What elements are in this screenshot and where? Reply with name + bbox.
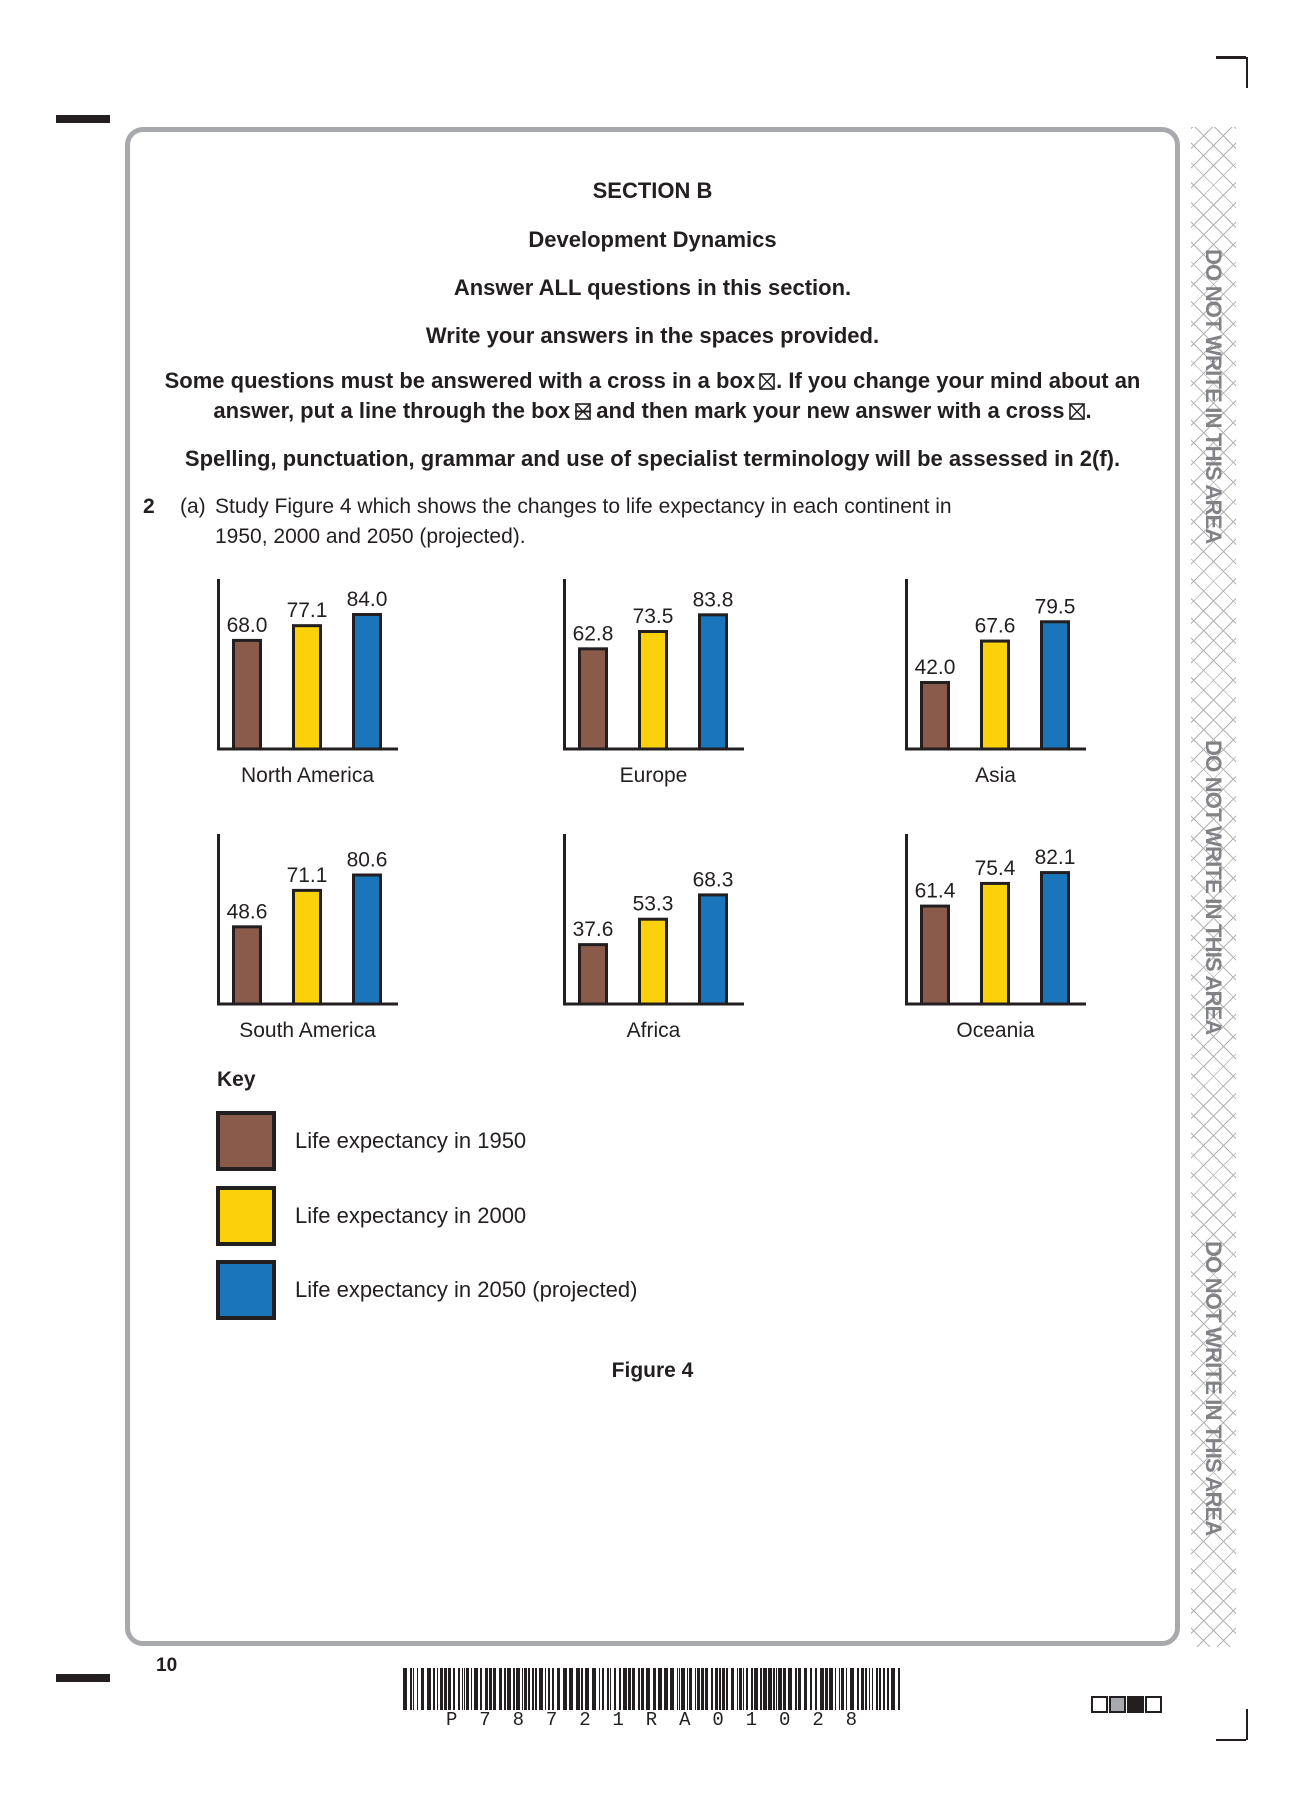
data-label: 80.6 [346, 848, 388, 872]
barcode-bar [403, 1668, 407, 1710]
barcode-bar [810, 1668, 812, 1710]
barcode-bar [653, 1668, 656, 1710]
panel-label: Oceania [956, 1019, 1035, 1042]
barcode-bar [410, 1668, 412, 1710]
barcode-bar [628, 1668, 631, 1710]
data-label: 53.3 [632, 892, 674, 916]
barcode-bar [489, 1668, 492, 1710]
barcode-bar [664, 1668, 668, 1710]
barcode-bar [638, 1668, 640, 1710]
barcode-bar [607, 1668, 609, 1710]
crossed-box-icon [759, 373, 775, 390]
panel-label: South America [239, 1019, 376, 1042]
barcode-bar [535, 1668, 537, 1710]
barcode-bar [879, 1668, 881, 1710]
barcode-bar [715, 1668, 718, 1710]
barcode-bar [576, 1668, 580, 1710]
barcode-bar [798, 1668, 801, 1710]
barcode-bar [623, 1668, 627, 1710]
page-number: 10 [156, 1655, 178, 1676]
bar-2050-projected [354, 615, 381, 750]
barcode-bar [466, 1668, 469, 1710]
barcode-bar [610, 1668, 611, 1710]
barcode-bar [883, 1668, 885, 1710]
barcode-bar [726, 1668, 728, 1710]
bar-2000 [640, 632, 667, 750]
bar-2050-projected [1042, 873, 1069, 1004]
panel-label: North America [240, 764, 375, 787]
section-title: SECTION B [592, 178, 713, 203]
barcode-bar [437, 1668, 438, 1710]
bar-1950 [580, 945, 607, 1004]
barcode-bar [898, 1668, 900, 1710]
barcode-bar [861, 1668, 864, 1710]
barcode-bar [524, 1668, 527, 1710]
barcode-bar [440, 1668, 443, 1710]
chart-panel-oceania [905, 834, 1086, 1042]
panel-label: Europe [619, 764, 688, 787]
bar-1950 [234, 640, 261, 749]
barcode-bar [850, 1668, 854, 1710]
bar-1950 [234, 927, 261, 1004]
barcode [403, 1668, 900, 1710]
cross-instruction-text: and then mark your new answer with a cross [596, 398, 1065, 423]
crop-mark-top-right-vertical [1246, 57, 1249, 88]
barcode-bar [592, 1668, 596, 1710]
bar-1950 [922, 683, 949, 750]
barcode-bar [795, 1668, 797, 1710]
barcode-bar [581, 1668, 583, 1710]
bar-1950 [580, 649, 607, 749]
bar-2000 [982, 641, 1009, 749]
data-label: 68.0 [226, 613, 268, 637]
barcode-bar [658, 1668, 662, 1710]
barcode-bar [539, 1668, 543, 1710]
panel-label: Africa [626, 1019, 681, 1042]
page-indicator-squares [1091, 1696, 1162, 1713]
data-label: 68.3 [692, 868, 734, 892]
legend-label-2050: Life expectancy in 2050 (projected) [295, 1277, 638, 1302]
barcode-bar [471, 1668, 472, 1710]
data-label: 73.5 [632, 605, 674, 628]
barcode-bar [421, 1668, 424, 1710]
question-text-line-2: 1950, 2000 and 2050 (projected). [215, 525, 526, 548]
registration-mark-bottom-left [56, 1674, 110, 1682]
data-label: 84.0 [346, 588, 388, 611]
barcode-bar [427, 1668, 431, 1710]
barcode-bar [433, 1668, 435, 1710]
data-label: 75.4 [974, 856, 1016, 880]
barcode-bar [619, 1668, 621, 1710]
barcode-bar [548, 1668, 550, 1710]
barcode-bar [614, 1668, 616, 1710]
cross-instruction-line-2 [125, 396, 1180, 426]
barcode-bar [552, 1668, 554, 1710]
barcode-bar [462, 1668, 463, 1710]
data-label: 79.5 [1034, 595, 1076, 619]
barcode-bar [532, 1668, 534, 1710]
barcode-bar [829, 1668, 833, 1710]
barcode-bar [788, 1668, 792, 1710]
barcode-bar [731, 1668, 734, 1710]
bar-2050-projected [354, 875, 381, 1004]
question-number: 2 [143, 495, 155, 518]
barcode-bar [711, 1668, 713, 1710]
data-label: 83.8 [692, 588, 734, 612]
do-not-write-label: DO NOT WRITE IN THIS AREA [1201, 248, 1226, 544]
barcode-bar [865, 1668, 867, 1710]
cross-box-instruction [125, 366, 1180, 426]
barcode-text: P78721RA01028 [446, 1709, 879, 1731]
barcode-bar [705, 1668, 708, 1710]
barcode-bar [722, 1668, 725, 1710]
barcode-bar [763, 1668, 767, 1710]
do-not-write-label: DO NOT WRITE IN THIS AREA [1201, 1240, 1226, 1536]
barcode-bar [872, 1668, 873, 1710]
barcode-bar [876, 1668, 878, 1710]
barcode-bar [701, 1668, 704, 1710]
legend-swatch-2000 [216, 1186, 276, 1246]
instruction-answer-all: Answer ALL questions in this section. [453, 275, 852, 300]
barcode-bar [778, 1668, 782, 1710]
barcode-bar [846, 1668, 847, 1710]
bar-2000 [294, 626, 321, 749]
barcode-bar [841, 1668, 844, 1710]
chart-panel-europe [563, 579, 744, 787]
legend-label-1950: Life expectancy in 1950 [295, 1128, 527, 1153]
crop-mark-bottom-right-horizontal [1216, 1739, 1246, 1742]
barcode-bar [602, 1668, 604, 1710]
barcode-bar [737, 1668, 738, 1710]
barcode-bar [474, 1668, 478, 1710]
barcode-bar [464, 1668, 465, 1710]
barcode-bar [453, 1668, 455, 1710]
legend-label-2000: Life expectancy in 2000 [295, 1203, 527, 1228]
data-label: 71.1 [286, 863, 328, 887]
data-label: 77.1 [286, 599, 328, 623]
data-label: 82.1 [1034, 846, 1076, 870]
barcode-bar [751, 1668, 753, 1710]
indicator-square [1145, 1696, 1162, 1713]
barcode-bar [719, 1668, 721, 1710]
figure-caption: Figure 4 [611, 1359, 694, 1382]
barcode-bar [417, 1668, 418, 1710]
barcode-bar [891, 1668, 895, 1710]
crop-mark-bottom-right-vertical [1246, 1709, 1249, 1740]
question-part-label: (a) [180, 495, 206, 518]
chart-panel-north-america [217, 579, 398, 787]
crop-mark-top-right-horizontal [1216, 56, 1246, 59]
question-text-line-1: Study Figure 4 which shows the changes to life expectancy in each continent in [215, 495, 952, 518]
bar-2050-projected [1042, 622, 1069, 749]
barcode-bar [504, 1668, 506, 1710]
barcode-bar [869, 1668, 870, 1710]
barcode-bar [641, 1668, 644, 1710]
registration-mark-top-left [56, 115, 110, 123]
barcode-bar [754, 1668, 758, 1710]
barcode-bar [839, 1668, 840, 1710]
panel-label: Asia [975, 764, 1016, 787]
barcode-bar [448, 1668, 451, 1710]
barcode-bar [697, 1668, 700, 1710]
cross-instruction-text: Some questions must be answered with a cross in a box [164, 368, 756, 393]
legend-swatch-2050 [216, 1260, 276, 1320]
barcode-bar [857, 1668, 859, 1710]
barcode-bar [528, 1668, 530, 1710]
crossed-box-icon [1069, 403, 1085, 420]
barcode-bar [783, 1668, 786, 1710]
indicator-square [1109, 1696, 1126, 1713]
cross-instruction-text: . [1085, 398, 1092, 423]
barcode-bar [493, 1668, 496, 1710]
data-label: 67.6 [974, 614, 1016, 638]
data-label: 42.0 [914, 656, 956, 679]
barcode-bar [804, 1668, 807, 1710]
data-label: 48.6 [226, 900, 268, 924]
barcode-bar [485, 1668, 488, 1710]
barcode-bar [776, 1668, 777, 1710]
bar-2000 [640, 919, 667, 1004]
barcode-bar [670, 1668, 674, 1710]
barcode-bar [646, 1668, 650, 1710]
chart-panel-south-america [217, 834, 398, 1042]
barcode-bar [569, 1668, 573, 1710]
bar-1950 [922, 906, 949, 1004]
barcode-bar [444, 1668, 447, 1710]
barcode-bar [516, 1668, 520, 1710]
barcode-bar [563, 1668, 567, 1710]
cross-instruction-text: answer, put a line through the box [213, 398, 571, 423]
barcode-bar [458, 1668, 460, 1710]
section-name: Development Dynamics [528, 227, 777, 252]
barcode-bar [825, 1668, 828, 1710]
do-not-write-label: DO NOT WRITE IN THIS AREA [1201, 739, 1226, 1035]
barcode-bar [746, 1668, 748, 1710]
barcode-bar [743, 1668, 744, 1710]
chart-panel-asia [905, 579, 1086, 787]
barcode-bar [820, 1668, 824, 1710]
barcode-bar [689, 1668, 692, 1710]
barcode-bar [815, 1668, 817, 1710]
barcode-bar [835, 1668, 836, 1710]
barcode-bar [887, 1668, 889, 1710]
indicator-square [1091, 1696, 1108, 1713]
barcode-bar [695, 1668, 696, 1710]
barcode-bar [413, 1668, 414, 1710]
bar-2000 [982, 883, 1009, 1004]
legend-swatch-1950 [216, 1111, 276, 1171]
barcode-bar [557, 1668, 560, 1710]
barcode-bar [585, 1668, 589, 1710]
data-label: 37.6 [572, 918, 614, 942]
barcode-bar [599, 1668, 600, 1710]
data-label: 62.8 [572, 622, 614, 646]
chart-panel-africa [563, 834, 744, 1042]
barcode-bar [507, 1668, 511, 1710]
barcode-bar [681, 1668, 685, 1710]
instruction-answer-spaces: Write your answers in the spaces provided. [425, 323, 880, 348]
barcode-bar [677, 1668, 678, 1710]
barcode-bar [739, 1668, 742, 1710]
barcode-bar [480, 1668, 482, 1710]
spag-note: Spelling, punctuation, grammar and use of specialist terminology will be assessed in 2(f). [184, 446, 1121, 471]
cross-instruction-text: . If you change your mind about an [776, 368, 1141, 393]
data-label: 61.4 [914, 879, 956, 903]
indicator-square [1127, 1696, 1144, 1713]
question-text [215, 492, 952, 552]
barcode-bar [522, 1668, 523, 1710]
barcode-bar [679, 1668, 680, 1710]
figure-4-charts [190, 560, 1110, 1060]
bar-2050-projected [700, 615, 727, 749]
struck-through-crossed-box-icon [575, 403, 591, 420]
bar-2050-projected [700, 895, 727, 1004]
barcode-bar [687, 1668, 688, 1710]
barcode-bar [768, 1668, 772, 1710]
barcode-bar [545, 1668, 546, 1710]
barcode-bar [632, 1668, 635, 1710]
barcode-bar [513, 1668, 515, 1710]
bar-2000 [294, 890, 321, 1004]
key-title: Key [217, 1068, 256, 1091]
barcode-bar [760, 1668, 762, 1710]
barcode-bar [499, 1668, 502, 1710]
barcode-bar [773, 1668, 775, 1710]
cross-instruction-line-1 [125, 366, 1180, 396]
